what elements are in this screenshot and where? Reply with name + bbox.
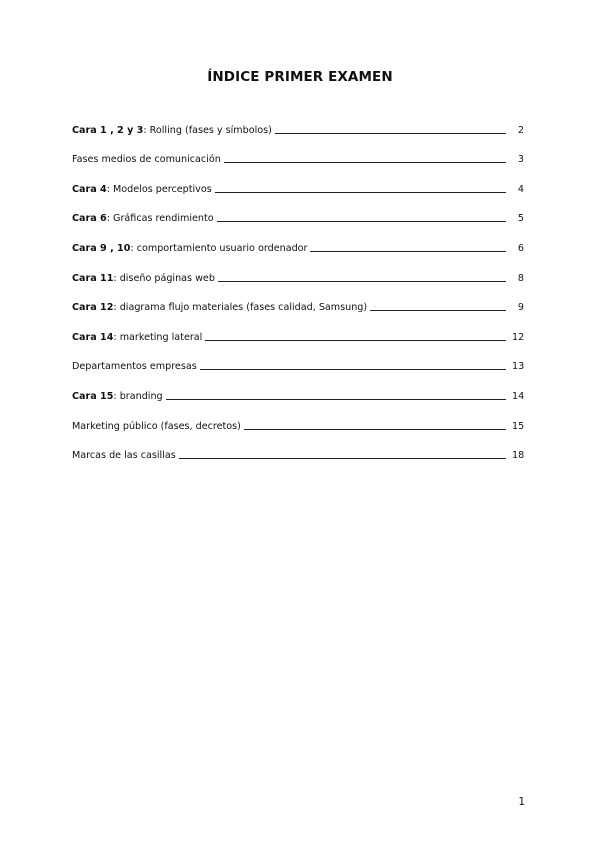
toc-entry bbox=[72, 136, 524, 166]
toc-entry-text: : comportamiento usuario ordenador bbox=[130, 242, 308, 254]
toc-entry-page: 13 bbox=[512, 361, 525, 373]
toc-entry-bold: Cara 15 bbox=[72, 390, 114, 402]
toc-leader-line bbox=[224, 161, 506, 163]
toc-entry-bold: Cara 12 bbox=[72, 302, 114, 314]
toc-entry-page: 9 bbox=[517, 302, 524, 314]
toc-entry-text: : diseño páginas web bbox=[113, 272, 215, 284]
toc-entry-label bbox=[72, 243, 307, 254]
toc-entry-page: 5 bbox=[517, 213, 524, 225]
toc-leader-line bbox=[244, 428, 506, 430]
toc-entry bbox=[72, 402, 524, 432]
toc-entry-page: 12 bbox=[512, 331, 525, 343]
toc-leader-line bbox=[218, 280, 506, 282]
toc-entry bbox=[72, 195, 524, 225]
toc-entry-page: 3 bbox=[517, 154, 524, 166]
toc-entry bbox=[72, 343, 524, 373]
page-number: 1 bbox=[518, 796, 525, 808]
toc-leader-line bbox=[200, 368, 506, 370]
toc-entry bbox=[72, 106, 524, 136]
toc-entry bbox=[72, 372, 524, 402]
toc-leader-line bbox=[217, 220, 506, 222]
toc-entry-page: 14 bbox=[512, 390, 525, 402]
toc-entry-label bbox=[72, 213, 214, 224]
toc-entry-label bbox=[72, 184, 212, 195]
toc-entry-bold: Cara 14 bbox=[72, 331, 114, 343]
toc-entry-page: 8 bbox=[517, 272, 524, 284]
toc-entry-text: Marcas de las casillas bbox=[72, 450, 176, 462]
toc-entry-label bbox=[72, 125, 272, 136]
toc-entry-label bbox=[72, 391, 163, 402]
toc-leader-line bbox=[215, 191, 506, 193]
toc-entry-text: Marketing público (fases, decretos) bbox=[72, 420, 241, 432]
toc-entry-text: : Gráficas rendimiento bbox=[106, 213, 214, 225]
toc-entry-label bbox=[72, 450, 176, 461]
page-title: ÍNDICE PRIMER EXAMEN bbox=[207, 69, 393, 85]
toc-entry bbox=[72, 224, 524, 254]
toc-entry-label bbox=[72, 332, 202, 343]
toc-entry bbox=[72, 165, 524, 195]
toc-entry bbox=[72, 432, 524, 462]
toc-leader-line bbox=[166, 398, 506, 400]
toc-leader-line bbox=[275, 132, 506, 134]
toc-leader-line bbox=[179, 457, 506, 459]
toc-entry-page: 2 bbox=[517, 124, 524, 136]
toc-entry-text: : branding bbox=[113, 390, 163, 402]
toc-entry-text: Departamentos empresas bbox=[72, 361, 197, 373]
toc-entry-page: 4 bbox=[517, 183, 524, 195]
toc-leader-line bbox=[310, 250, 506, 252]
toc-entry-label bbox=[72, 361, 197, 372]
toc-entry-text: : Rolling (fases y símbolos) bbox=[143, 124, 272, 136]
toc-entry-page: 6 bbox=[517, 242, 524, 254]
toc-entry-page: 18 bbox=[512, 450, 525, 462]
toc-entry-bold: Cara 6 bbox=[72, 213, 107, 225]
toc-entry-label bbox=[72, 273, 215, 284]
toc-entry bbox=[72, 313, 524, 343]
toc-entry-page: 15 bbox=[512, 420, 525, 432]
toc-entry bbox=[72, 254, 524, 284]
toc-entry-text: : marketing lateral bbox=[113, 331, 203, 343]
toc-entry-label bbox=[72, 302, 367, 313]
toc-entry-text: Fases medios de comunicación bbox=[72, 154, 221, 166]
toc-entry-label bbox=[72, 154, 221, 165]
toc-leader-line bbox=[370, 309, 506, 311]
toc-entry bbox=[72, 284, 524, 314]
toc-leader-line bbox=[205, 339, 506, 341]
toc-entry-bold: Cara 4 bbox=[72, 183, 107, 195]
toc-entry-label bbox=[72, 421, 241, 432]
toc-entry-bold: Cara 1 , 2 y 3 bbox=[72, 124, 144, 136]
toc-entry-text: : Modelos perceptivos bbox=[106, 183, 212, 195]
toc-entry-bold: Cara 11 bbox=[72, 272, 114, 284]
toc-entry-text: : diagrama flujo materiales (fases calidad, Samsung) bbox=[113, 302, 368, 314]
toc-entry-bold: Cara 9 , 10 bbox=[72, 242, 131, 254]
table-of-contents bbox=[72, 106, 524, 461]
